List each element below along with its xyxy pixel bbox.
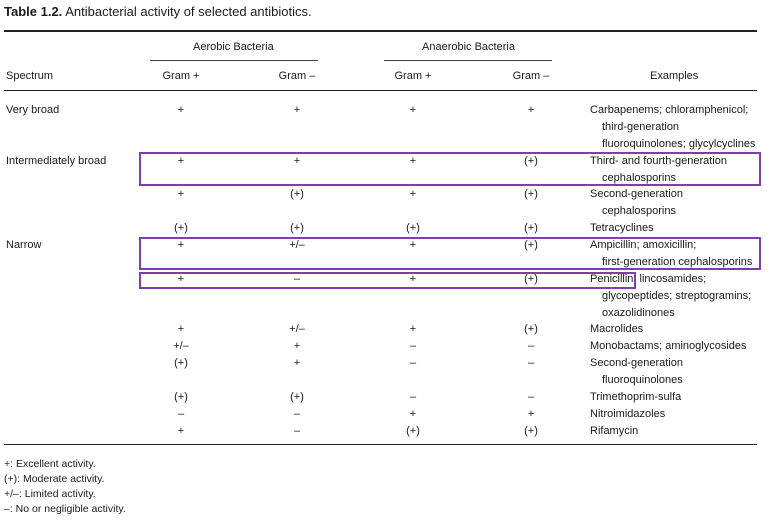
activity-cell-aer-pos: +/– [173, 340, 189, 352]
activity-cell-ana-pos: (+) [406, 222, 420, 234]
activity-cell-ana-neg: (+) [524, 425, 538, 437]
examples-line: Penicillin; lincosamides; [590, 273, 707, 285]
examples-line: cephalosporins [602, 205, 676, 217]
examples-line: Second-generation [590, 357, 683, 369]
activity-cell-ana-pos: (+) [406, 425, 420, 437]
spectrum-cell: Very broad [6, 104, 60, 116]
activity-cell-ana-neg: – [527, 391, 535, 403]
examples-cell [590, 220, 654, 237]
examples-cell [590, 389, 681, 406]
col-header-aerobic-gram-neg: Gram – [278, 70, 316, 82]
activity-cell-aer-neg: (+) [290, 188, 304, 200]
table-title [4, 4, 312, 19]
examples-cell [590, 102, 755, 153]
activity-cell-aer-pos: + [177, 425, 185, 437]
activity-cell-aer-neg: – [293, 273, 301, 285]
highlight-box-narrow [139, 237, 761, 270]
examples-line: Third- and fourth-generation [590, 155, 727, 167]
examples-line: Monobactams; aminoglycosides [590, 340, 747, 352]
examples-cell [590, 338, 747, 355]
activity-cell-aer-neg: (+) [290, 391, 304, 403]
footnote-moderate: (+): Moderate activity. [4, 473, 105, 485]
examples-line: Carbapenems; chloramphenicol; [590, 104, 749, 116]
examples-line: Second-generation [590, 188, 683, 200]
activity-cell-aer-neg: (+) [290, 222, 304, 234]
examples-cell [590, 423, 638, 440]
activity-cell-ana-pos: + [409, 104, 417, 116]
highlight-box-penicillin-row [139, 272, 636, 289]
activity-cell-aer-neg: +/– [289, 323, 305, 335]
activity-cell-aer-pos: + [177, 188, 185, 200]
activity-cell-aer-neg: + [293, 104, 301, 116]
activity-cell-aer-neg: – [293, 425, 301, 437]
examples-line: glycopeptides; streptogramins; [602, 290, 752, 302]
spectrum-cell: Intermediately broad [6, 155, 107, 167]
examples-line: oxazolidinones [602, 307, 675, 319]
activity-cell-ana-pos: + [409, 239, 417, 251]
group-underline-anaerobic [384, 60, 552, 61]
spectrum-cell: Narrow [6, 239, 42, 251]
examples-line: Nitroimidazoles [590, 408, 666, 420]
examples-line: Ampicillin; amoxicillin; [590, 239, 697, 251]
activity-cell-ana-neg: (+) [524, 239, 538, 251]
activity-cell-aer-neg: + [293, 357, 301, 369]
bottom-rule [4, 444, 757, 445]
examples-line: Macrolides [590, 323, 644, 335]
activity-cell-aer-pos: + [177, 155, 185, 167]
examples-line: fluoroquinolones; glycylcyclines [602, 138, 756, 150]
examples-line: Trimethoprim-sulfa [590, 391, 682, 403]
activity-cell-aer-neg: – [293, 408, 301, 420]
highlight-box-intermediately-broad [139, 152, 761, 186]
examples-cell [590, 321, 643, 338]
activity-cell-ana-pos: – [409, 391, 417, 403]
examples-line: Tetracyclines [590, 222, 654, 234]
activity-cell-ana-pos: + [409, 323, 417, 335]
col-header-spectrum: Spectrum [6, 70, 54, 82]
activity-cell-aer-pos: + [177, 273, 185, 285]
activity-cell-ana-neg: + [527, 104, 535, 116]
col-header-anaerobic-gram-pos: Gram + [394, 70, 432, 82]
table-label: Table 1.2. [4, 4, 63, 19]
activity-cell-ana-neg: – [527, 340, 535, 352]
group-header-anaerobic: Anaerobic Bacteria [422, 41, 515, 53]
activity-cell-ana-neg: (+) [524, 188, 538, 200]
activity-cell-aer-pos: (+) [174, 391, 188, 403]
examples-line: cephalosporins [602, 172, 676, 184]
activity-cell-ana-pos: – [409, 340, 417, 352]
footnote-excellent: +: Excellent activity. [4, 458, 96, 470]
activity-cell-aer-neg: + [293, 155, 301, 167]
activity-cell-aer-neg: + [293, 340, 301, 352]
activity-cell-ana-pos: + [409, 408, 417, 420]
col-header-examples: Examples [650, 70, 699, 82]
activity-cell-ana-neg: (+) [524, 323, 538, 335]
activity-cell-ana-pos: + [409, 273, 417, 285]
activity-cell-aer-pos: + [177, 323, 185, 335]
col-header-anaerobic-gram-neg: Gram – [512, 70, 550, 82]
examples-cell [590, 406, 665, 423]
activity-cell-ana-pos: + [409, 155, 417, 167]
examples-cell [590, 355, 683, 389]
activity-cell-aer-pos: + [177, 239, 185, 251]
activity-cell-ana-neg: + [527, 408, 535, 420]
footnote-negligible: –: No or negligible activity. [4, 503, 126, 515]
activity-cell-aer-neg: +/– [289, 239, 305, 251]
activity-cell-aer-pos: – [177, 408, 185, 420]
group-header-aerobic: Aerobic Bacteria [193, 41, 274, 53]
examples-line: third-generation [602, 121, 680, 133]
col-header-aerobic-gram-pos: Gram + [162, 70, 200, 82]
examples-cell [590, 186, 683, 220]
activity-cell-ana-neg: (+) [524, 222, 538, 234]
activity-cell-ana-pos: + [409, 188, 417, 200]
activity-cell-aer-pos: + [177, 104, 185, 116]
header-rule [4, 90, 757, 91]
table-caption: Antibacterial activity of selected antibiotics. [65, 4, 312, 19]
group-underline-aerobic [150, 60, 318, 61]
examples-line: Rifamycin [590, 425, 639, 437]
activity-cell-ana-neg: – [527, 357, 535, 369]
activity-cell-aer-pos: (+) [174, 222, 188, 234]
activity-cell-ana-neg: (+) [524, 155, 538, 167]
top-rule [4, 30, 757, 32]
examples-line: first-generation cephalosporins [602, 256, 753, 268]
activity-cell-ana-pos: – [409, 357, 417, 369]
activity-cell-aer-pos: (+) [174, 357, 188, 369]
footnote-limited: +/–: Limited activity. [4, 488, 96, 500]
activity-cell-ana-neg: (+) [524, 273, 538, 285]
examples-line: fluoroquinolones [602, 374, 683, 386]
